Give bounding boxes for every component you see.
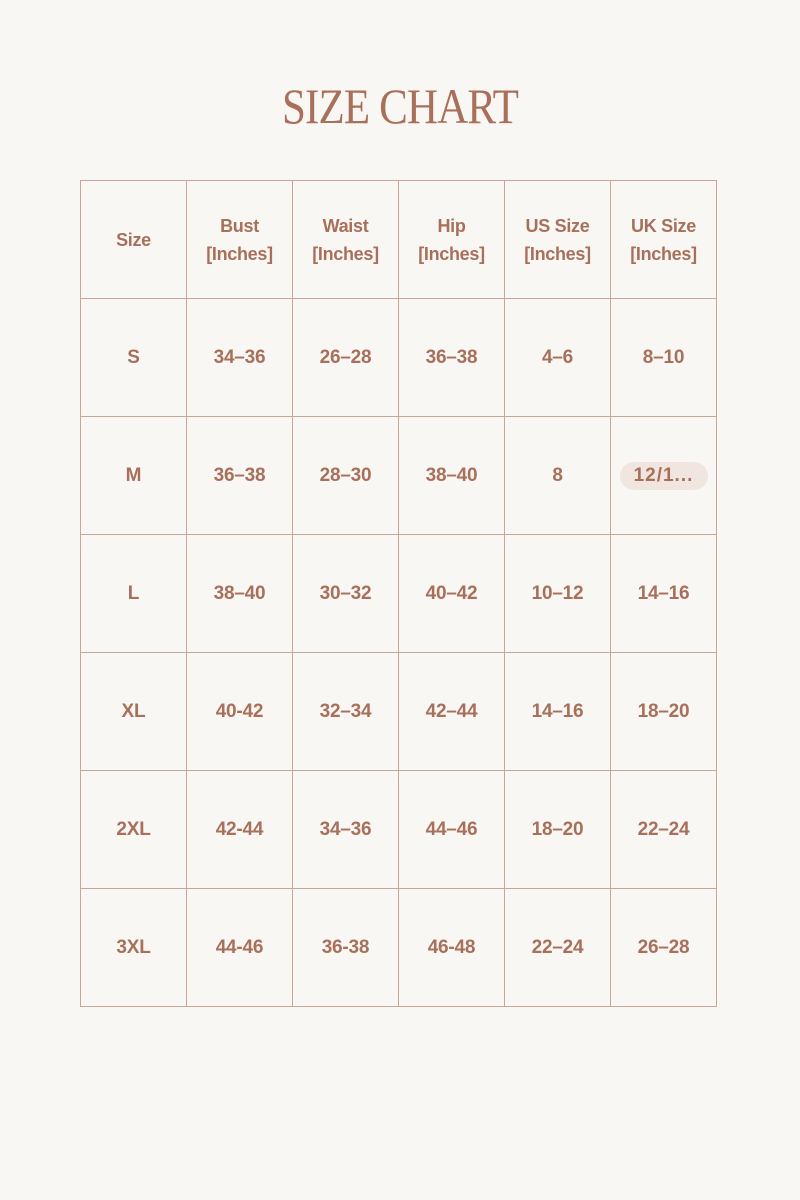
cell-uk-size: 18–20 <box>611 653 717 771</box>
cell-bust: 38–40 <box>187 535 293 653</box>
cell-bust: 36–38 <box>187 417 293 535</box>
cell-us-size: 22–24 <box>505 889 611 1007</box>
cell-bust: 40-42 <box>187 653 293 771</box>
cell-hip: 38–40 <box>399 417 505 535</box>
cell-hip: 46-48 <box>399 889 505 1007</box>
header-us-size: US Size [Inches] <box>505 181 611 299</box>
cell-hip: 36–38 <box>399 299 505 417</box>
cell-waist: 32–34 <box>293 653 399 771</box>
table-row <box>81 889 717 1007</box>
cell-waist: 30–32 <box>293 535 399 653</box>
cell-uk-size: 8–10 <box>611 299 717 417</box>
table-row <box>81 417 717 535</box>
table-row <box>81 771 717 889</box>
cell-hip: 44–46 <box>399 771 505 889</box>
header-bust: Bust [Inches] <box>187 181 293 299</box>
cell-waist: 36-38 <box>293 889 399 1007</box>
header-hip: Hip [Inches] <box>399 181 505 299</box>
cell-waist: 26–28 <box>293 299 399 417</box>
cell-size: 2XL <box>81 771 187 889</box>
cell-us-size: 4–6 <box>505 299 611 417</box>
cell-bust: 44-46 <box>187 889 293 1007</box>
cell-size: 3XL <box>81 889 187 1007</box>
cell-uk-size: 22–24 <box>611 771 717 889</box>
header-uk-size: UK Size [Inches] <box>611 181 717 299</box>
cell-bust: 42-44 <box>187 771 293 889</box>
cell-uk-size <box>611 417 717 535</box>
table-row <box>81 535 717 653</box>
cell-size: M <box>81 417 187 535</box>
cell-size: S <box>81 299 187 417</box>
cell-bust: 34–36 <box>187 299 293 417</box>
cell-uk-size: 14–16 <box>611 535 717 653</box>
cell-hip: 40–42 <box>399 535 505 653</box>
header-waist: Waist [Inches] <box>293 181 399 299</box>
cell-us-size: 18–20 <box>505 771 611 889</box>
cell-us-size: 14–16 <box>505 653 611 771</box>
table-header-row <box>81 181 717 299</box>
table-row <box>81 299 717 417</box>
size-chart-table <box>80 180 717 1007</box>
cell-us-size: 8 <box>505 417 611 535</box>
cell-waist: 34–36 <box>293 771 399 889</box>
cell-size: L <box>81 535 187 653</box>
cell-hip: 42–44 <box>399 653 505 771</box>
page-title: SIZE CHART <box>281 78 519 134</box>
truncated-value-badge[interactable]: 12/1... <box>620 462 708 490</box>
cell-size: XL <box>81 653 187 771</box>
table-row <box>81 653 717 771</box>
cell-uk-size: 26–28 <box>611 889 717 1007</box>
header-size: Size <box>81 181 187 299</box>
cell-waist: 28–30 <box>293 417 399 535</box>
cell-us-size: 10–12 <box>505 535 611 653</box>
